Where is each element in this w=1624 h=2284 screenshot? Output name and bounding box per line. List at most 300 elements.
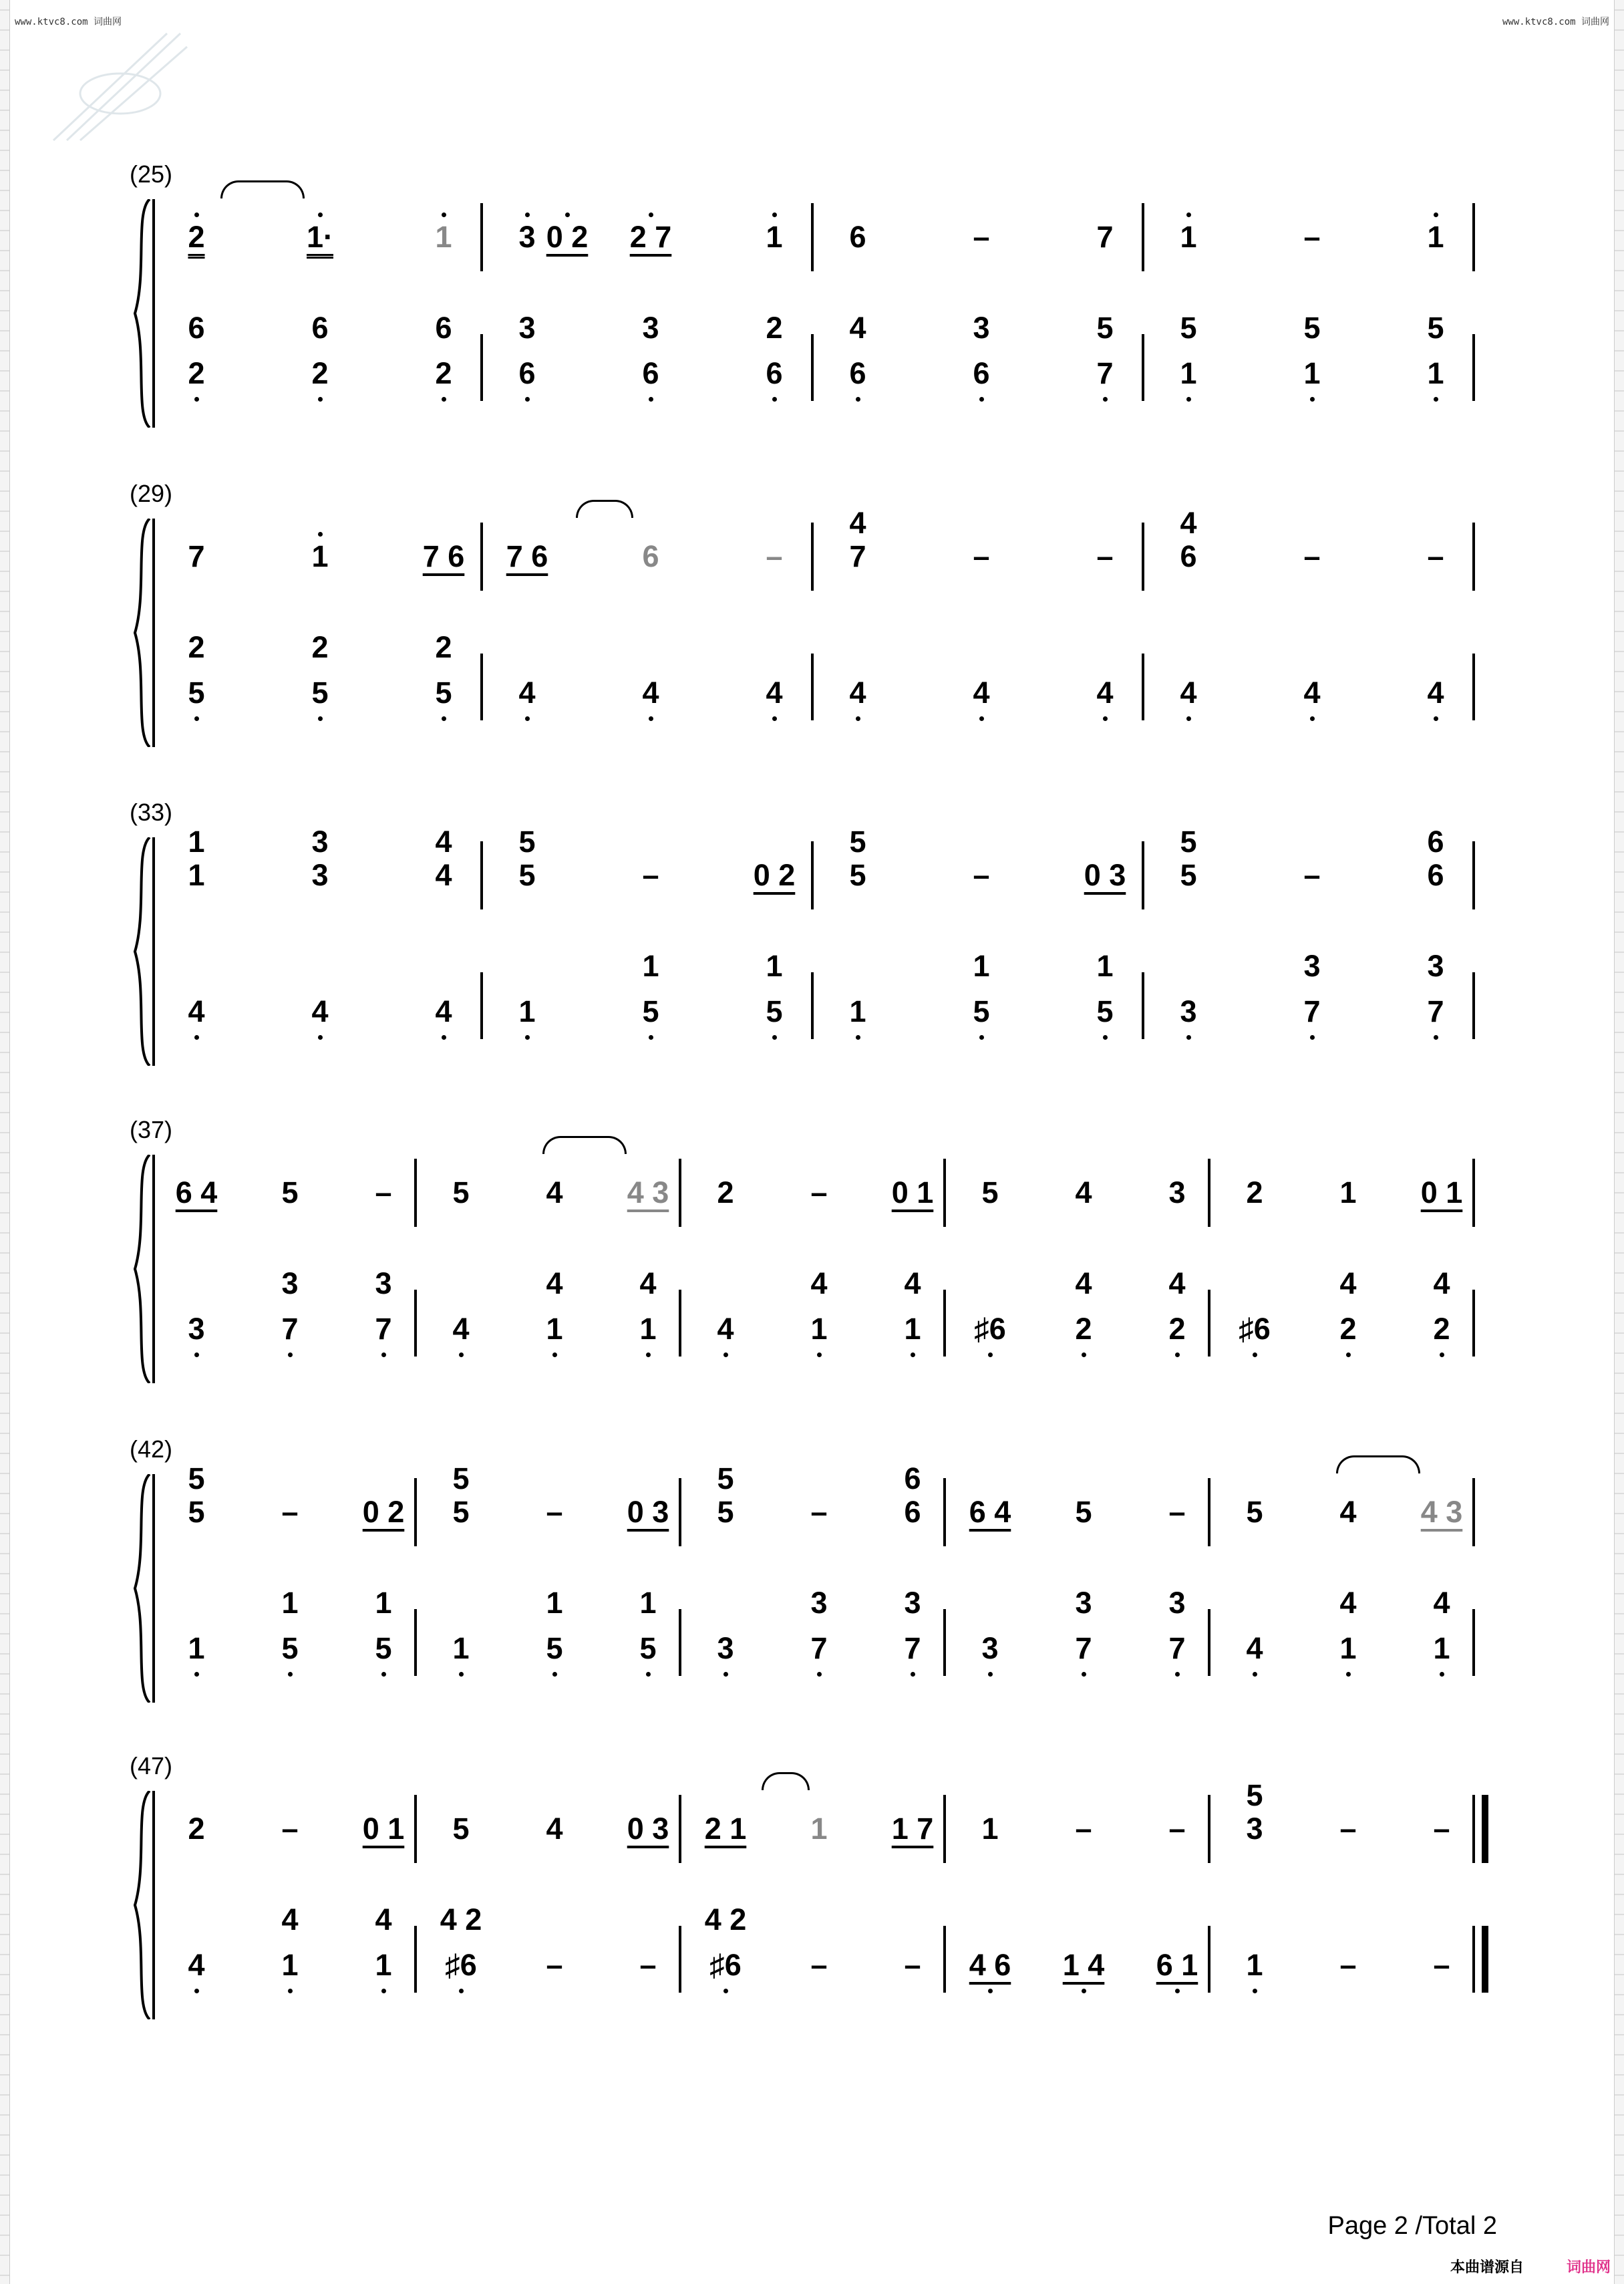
low-octave-dot: [988, 1672, 993, 1677]
bass-note: 5: [766, 994, 783, 1028]
bass-note: 1: [452, 1631, 470, 1665]
bass-chord-note: 4: [1339, 1586, 1357, 1620]
octave-dot: [318, 212, 323, 217]
bass-chord-note: 1: [973, 949, 990, 983]
bass-chord-note: 3: [518, 311, 536, 345]
watermark-logo: [47, 27, 194, 147]
melody-note: 5: [452, 1175, 470, 1209]
bass-chord-note: 3: [973, 311, 990, 345]
melody-note: 5: [981, 1175, 999, 1209]
bass-note: 4: [717, 1312, 734, 1346]
low-octave-dot: [459, 1989, 464, 1993]
grand-staff-brace: [132, 837, 152, 1066]
bass-chord-note: 3: [642, 311, 659, 345]
melody-note: –: [281, 1495, 299, 1529]
melody-note: 2 7: [629, 220, 672, 254]
melody-note: 4: [546, 1812, 563, 1846]
bass-chord-note: 4: [904, 1266, 921, 1300]
barline: [811, 203, 814, 271]
tie-arc: [1336, 1455, 1420, 1473]
melody-note: –: [1075, 1812, 1092, 1846]
bass-chord-note: 4: [849, 311, 866, 345]
chord-note: 5: [849, 825, 866, 859]
bass-note: 4: [642, 676, 659, 710]
barline: [1472, 1290, 1475, 1357]
score-system: [0, 1435, 1624, 1729]
source-label: 本曲谱源自: [1450, 2259, 1524, 2275]
low-octave-dot: [459, 1352, 464, 1357]
bass-note: 4: [435, 994, 452, 1028]
low-octave-dot: [649, 716, 653, 721]
bass-note: 2: [1168, 1312, 1186, 1346]
melody-note: 6 4: [175, 1175, 218, 1209]
low-octave-dot: [1082, 1352, 1086, 1357]
bass-chord-note: 3: [375, 1266, 392, 1300]
melody-note: 7: [849, 539, 866, 573]
barline: [943, 1159, 946, 1227]
bass-chord-note: 4: [1075, 1266, 1092, 1300]
low-octave-dot: [649, 1035, 653, 1040]
barline: [811, 972, 814, 1039]
bass-chord-note: 1: [375, 1586, 392, 1620]
octave-dot: [525, 212, 530, 217]
grand-staff-brace: [132, 1474, 152, 1703]
bass-chord-note: 3: [810, 1586, 828, 1620]
bass-note: 4: [1246, 1631, 1263, 1665]
octave-dot: [649, 212, 653, 217]
low-octave-dot: [381, 1989, 386, 1993]
bass-chord-note: 1: [639, 1586, 657, 1620]
bass-note: 2: [1339, 1312, 1357, 1346]
melody-note: –: [973, 858, 990, 892]
low-octave-dot: [1186, 716, 1191, 721]
melody-note: 4 3: [627, 1175, 669, 1209]
melody-note: 7: [1096, 220, 1114, 254]
bass-chord-note: 4: [375, 1902, 392, 1937]
octave-dot: [772, 212, 777, 217]
barline: [1472, 972, 1475, 1039]
low-octave-dot: [1186, 397, 1191, 402]
bass-note: 6: [849, 356, 866, 390]
bass-chord-note: 3: [1168, 1586, 1186, 1620]
bass-chord-note: 1: [1096, 949, 1114, 983]
low-octave-dot: [856, 716, 860, 721]
bass-note: ♯6: [974, 1312, 1006, 1346]
melody-note: 0 2: [753, 858, 796, 892]
barline: [679, 1926, 681, 1993]
low-octave-dot: [194, 716, 199, 721]
melody-note: 1: [810, 1812, 828, 1846]
octave-dot: [1434, 212, 1438, 217]
header-right: www.ktvc8.com 词曲网: [1502, 17, 1609, 27]
barline: [414, 1609, 417, 1676]
bass-chord-note: 2: [435, 630, 452, 664]
melody-note: 4: [546, 1175, 563, 1209]
system-line: [152, 1791, 155, 2019]
bass-note: 1: [281, 1948, 299, 1982]
melody-note: –: [1303, 539, 1321, 573]
low-octave-dot: [979, 397, 984, 402]
bass-note: ♯6: [709, 1948, 742, 1982]
barline: [1208, 1478, 1210, 1546]
chord-note: 5: [1246, 1778, 1263, 1812]
bass-chord-note: 3: [281, 1266, 299, 1300]
low-octave-dot: [979, 716, 984, 721]
chord-note: 4: [1180, 506, 1197, 540]
bass-note: 5: [281, 1631, 299, 1665]
bass-note: 5: [546, 1631, 563, 1665]
bass-note: 2: [188, 356, 205, 390]
melody-note: 0 1: [362, 1812, 405, 1846]
barline: [1208, 1609, 1210, 1676]
low-octave-dot: [1082, 1989, 1086, 1993]
low-octave-dot: [817, 1672, 822, 1677]
melody-note: 6: [1427, 858, 1444, 892]
barline: [1208, 1795, 1210, 1863]
barline: [480, 972, 483, 1039]
melody-note: 3: [1168, 1175, 1186, 1209]
chord-note: 5: [518, 825, 536, 859]
melody-note: 1: [435, 220, 452, 254]
bass-note: 7: [1096, 356, 1114, 390]
low-octave-dot: [288, 1989, 293, 1993]
barline: [679, 1609, 681, 1676]
low-octave-dot: [525, 397, 530, 402]
bass-note: 5: [642, 994, 659, 1028]
low-octave-dot: [856, 1035, 860, 1040]
low-octave-dot: [988, 1352, 993, 1357]
bass-note: 1: [639, 1312, 657, 1346]
barline: [811, 841, 814, 909]
melody-note: –: [1303, 220, 1321, 254]
barline: [1472, 1159, 1475, 1227]
grand-staff-brace: [132, 519, 152, 747]
barline: [679, 1159, 681, 1227]
melody-note: 6: [849, 220, 866, 254]
low-octave-dot: [1186, 1035, 1191, 1040]
bass-chord-note: 3: [1303, 949, 1321, 983]
low-octave-dot: [1310, 716, 1315, 721]
grand-staff-brace: [132, 1155, 152, 1383]
octave-dot: [318, 532, 323, 537]
bass-chord-note: 4: [281, 1902, 299, 1937]
bass-note: 7: [1168, 1631, 1186, 1665]
bass-note: 2: [435, 356, 452, 390]
melody-note: 0 3: [1084, 858, 1126, 892]
bass-note: 7: [904, 1631, 921, 1665]
melody-note: –: [1303, 858, 1321, 892]
melody-note: 4: [435, 858, 452, 892]
bass-note: 3: [981, 1631, 999, 1665]
bass-note: 1: [546, 1312, 563, 1346]
melody-note: –: [1433, 1812, 1450, 1846]
melody-note: 5: [1246, 1495, 1263, 1529]
bass-chord-note: 4: [1433, 1266, 1450, 1300]
barline: [811, 523, 814, 591]
system-line: [152, 837, 155, 1066]
melody-note: 4 3: [1420, 1495, 1463, 1529]
melody-note: –: [1339, 1812, 1357, 1846]
barline: [1472, 1609, 1475, 1676]
bass-note: 4: [518, 676, 536, 710]
barline: [1142, 654, 1144, 720]
barline: [943, 1478, 946, 1546]
melody-note: 0 3: [627, 1495, 669, 1529]
low-octave-dot: [1103, 397, 1108, 402]
low-octave-dot: [442, 397, 446, 402]
bass-note: 4: [311, 994, 329, 1028]
melody-note: 7 6: [422, 539, 465, 573]
bass-chord-note: 1: [281, 1586, 299, 1620]
score-system: [0, 1116, 1624, 1410]
melody-note: 5: [188, 1495, 205, 1529]
barline: [1142, 972, 1144, 1039]
bass-chord-note: 5: [1303, 311, 1321, 345]
tie-arc: [576, 500, 633, 518]
low-octave-dot: [552, 1672, 557, 1677]
page-indicator: Page 2 /Total 2: [1327, 2212, 1497, 2240]
bass-chord-note: 4 2: [440, 1902, 482, 1937]
bass-chord-note: 6: [311, 311, 329, 345]
low-octave-dot: [1253, 1989, 1257, 1993]
low-octave-dot: [318, 1035, 323, 1040]
bass-chord-note: 5: [1427, 311, 1444, 345]
bass-note: 5: [311, 676, 329, 710]
melody-note: 1: [1427, 220, 1444, 254]
bass-chord-note: 3: [1075, 1586, 1092, 1620]
site-label: 词曲网: [1566, 2259, 1611, 2275]
melody-note: –: [766, 539, 783, 573]
barline: [943, 1609, 946, 1676]
bass-note: 2: [1075, 1312, 1092, 1346]
low-octave-dot: [1253, 1672, 1257, 1677]
low-octave-dot: [194, 397, 199, 402]
barline: [1482, 1795, 1488, 1863]
low-octave-dot: [723, 1989, 728, 1993]
measure-number: (47): [130, 1752, 173, 1779]
low-octave-dot: [318, 716, 323, 721]
melody-note: 2: [188, 1812, 205, 1846]
bass-note: 1: [1339, 1631, 1357, 1665]
bass-note: 1: [810, 1312, 828, 1346]
chord-note: 5: [188, 1461, 205, 1495]
octave-dot: [1186, 212, 1191, 217]
melody-note: –: [281, 1812, 299, 1846]
bass-note: 7: [1303, 994, 1321, 1028]
barline: [943, 1926, 946, 1993]
bass-note: 4: [1303, 676, 1321, 710]
bass-chord-note: 3: [1427, 949, 1444, 983]
system-line: [152, 199, 155, 428]
barline: [1472, 841, 1475, 909]
bass-note: 3: [717, 1631, 734, 1665]
score-system: [0, 480, 1624, 774]
bass-note: ♯6: [1239, 1312, 1271, 1346]
low-octave-dot: [1434, 1035, 1438, 1040]
header-left: www.ktvc8.com 词曲网: [15, 17, 122, 27]
bass-note: –: [1433, 1948, 1450, 1982]
barline: [1472, 1478, 1475, 1546]
barline: [679, 1290, 681, 1357]
bass-chord-note: 4: [546, 1266, 563, 1300]
bass-note: 4: [1427, 676, 1444, 710]
bass-note: –: [904, 1948, 921, 1982]
system-line: [152, 1155, 155, 1383]
bass-chord-note: 2: [766, 311, 783, 345]
octave-dot: [442, 212, 446, 217]
barline: [1472, 654, 1475, 720]
tie-arc: [220, 180, 305, 198]
melody-note: 7 6: [506, 539, 548, 573]
bass-chord-note: 1: [642, 949, 659, 983]
melody-note: 2: [717, 1175, 734, 1209]
chord-note: 5: [717, 1461, 734, 1495]
low-octave-dot: [1440, 1672, 1444, 1677]
chord-note: 6: [904, 1461, 921, 1495]
low-octave-dot: [1346, 1352, 1351, 1357]
melody-note: 3: [311, 858, 329, 892]
bass-chord-note: 6: [188, 311, 205, 345]
melody-note: 1: [981, 1812, 999, 1846]
bass-note: 5: [375, 1631, 392, 1665]
low-octave-dot: [194, 1352, 199, 1357]
bass-note: –: [1339, 1948, 1357, 1982]
melody-note: 0 3: [627, 1812, 669, 1846]
melody-note: 1: [766, 220, 783, 254]
melody-note: 1·: [306, 220, 334, 254]
low-octave-dot: [381, 1672, 386, 1677]
chord-note: 1: [188, 825, 205, 859]
low-octave-dot: [1103, 1035, 1108, 1040]
system-line: [152, 519, 155, 747]
measure-number: (37): [130, 1116, 173, 1143]
measure-number: (42): [130, 1435, 173, 1463]
barline: [811, 334, 814, 401]
low-octave-dot: [1434, 716, 1438, 721]
barline: [480, 203, 483, 271]
barline: [1472, 1926, 1475, 1993]
low-octave-dot: [1253, 1352, 1257, 1357]
barline: [480, 523, 483, 591]
melody-note: –: [1427, 539, 1444, 573]
barline: [414, 1478, 417, 1546]
low-octave-dot: [1434, 397, 1438, 402]
low-octave-dot: [911, 1672, 915, 1677]
grand-staff-brace: [132, 199, 152, 428]
bass-chord-note: 2: [188, 630, 205, 664]
melody-note: 0 1: [891, 1175, 934, 1209]
bass-note: 7: [375, 1312, 392, 1346]
melody-note: –: [375, 1175, 392, 1209]
melody-note: 2: [1246, 1175, 1263, 1209]
low-octave-dot: [288, 1672, 293, 1677]
low-octave-dot: [194, 1672, 199, 1677]
barline: [1208, 1290, 1210, 1357]
bass-note: 6 1: [1156, 1948, 1198, 1982]
chord-note: 4: [435, 825, 452, 859]
low-octave-dot: [1103, 716, 1108, 721]
bass-note: 4: [1096, 676, 1114, 710]
bass-note: 1: [1303, 356, 1321, 390]
low-octave-dot: [1175, 1989, 1180, 1993]
bass-note: 1: [1246, 1948, 1263, 1982]
bass-note: 7: [1075, 1631, 1092, 1665]
bass-chord-note: 5: [1096, 311, 1114, 345]
barline: [1142, 203, 1144, 271]
bass-chord-note: 4: [1339, 1266, 1357, 1300]
bass-note: 7: [1427, 994, 1444, 1028]
score-system: [0, 1752, 1624, 2046]
melody-note: –: [1168, 1495, 1186, 1529]
bass-chord-note: 4: [639, 1266, 657, 1300]
bass-note: –: [810, 1948, 828, 1982]
low-octave-dot: [988, 1989, 993, 1993]
melody-note: 1: [311, 539, 329, 573]
measure-number: (29): [130, 480, 173, 507]
barline: [943, 1795, 946, 1863]
low-octave-dot: [381, 1352, 386, 1357]
tie-arc: [542, 1136, 627, 1154]
bass-note: 1: [1180, 356, 1197, 390]
melody-note: 1 7: [891, 1812, 934, 1846]
barline: [1142, 334, 1144, 401]
low-octave-dot: [817, 1352, 822, 1357]
melody-note: 5: [1075, 1495, 1092, 1529]
low-octave-dot: [525, 716, 530, 721]
bass-chord-note: 1: [766, 949, 783, 983]
bass-note: 4: [1180, 676, 1197, 710]
barline: [811, 654, 814, 720]
low-octave-dot: [1175, 1672, 1180, 1677]
low-octave-dot: [1346, 1672, 1351, 1677]
bass-note: 4: [973, 676, 990, 710]
barline: [943, 1290, 946, 1357]
low-octave-dot: [442, 1035, 446, 1040]
bass-note: 3: [188, 1312, 205, 1346]
bass-note: 2: [1433, 1312, 1450, 1346]
bass-note: 5: [973, 994, 990, 1028]
low-octave-dot: [459, 1672, 464, 1677]
low-octave-dot: [194, 1035, 199, 1040]
bass-note: 1: [518, 994, 536, 1028]
melody-note: 0 1: [1420, 1175, 1463, 1209]
bass-note: 6: [518, 356, 536, 390]
barline: [414, 1795, 417, 1863]
measure-number: (33): [130, 799, 173, 826]
bass-note: 5: [1096, 994, 1114, 1028]
melody-note: 7: [188, 539, 205, 573]
barline: [1208, 1926, 1210, 1993]
melody-note: 2 1: [704, 1812, 747, 1846]
bass-note: 2: [311, 356, 329, 390]
bass-note: 4: [766, 676, 783, 710]
melody-note: 5: [849, 858, 866, 892]
bass-chord-note: 4: [810, 1266, 828, 1300]
measure-number: (25): [130, 160, 173, 188]
barline: [679, 1795, 681, 1863]
bass-note: 4: [188, 994, 205, 1028]
chord-note: 5: [1180, 825, 1197, 859]
bass-note: 5: [435, 676, 452, 710]
barline: [1472, 334, 1475, 401]
bass-note: 1: [904, 1312, 921, 1346]
barline: [1142, 523, 1144, 591]
barline: [1472, 523, 1475, 591]
bass-chord-note: 4: [1433, 1586, 1450, 1620]
barline: [414, 1159, 417, 1227]
low-octave-dot: [646, 1352, 651, 1357]
low-octave-dot: [1082, 1672, 1086, 1677]
